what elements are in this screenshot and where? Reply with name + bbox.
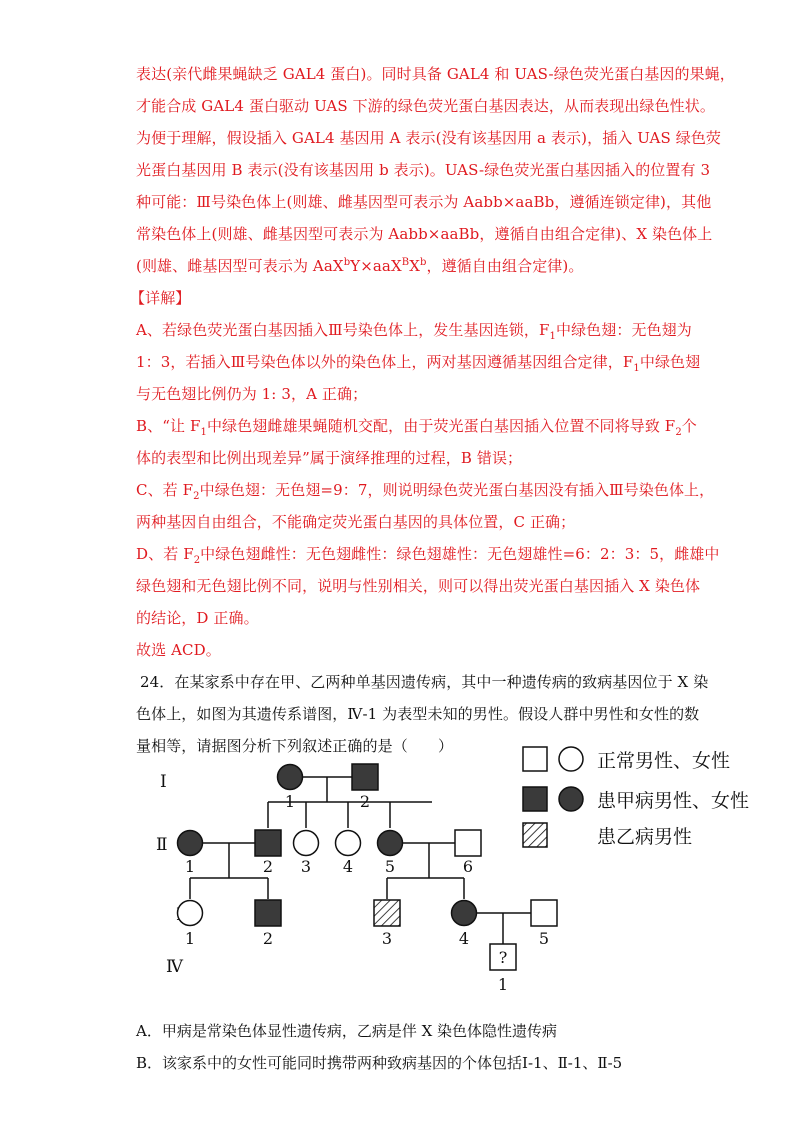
label-II-3: 3 [300,857,312,876]
explanation-line-1: 表达(亲代雌果蝇缺乏 GAL4 蛋白)。同时具备 GAL4 和 UAS-绿色荧光蛋白基因的果蝇， [136,65,735,83]
legend-normal-label: 正常男性、女性 [597,750,731,772]
explanation-d-line-1: D、若 $F_2$中绿色翅雌性：无色翅雌性：绿色翅雄性：无色翅雄性=6：2：3：5，雌雄中 [136,545,720,566]
explanation-line-5: 种可能：Ⅲ号染色体上(则雄、雌基因型可表示为 Aabb×aaBb，遵循连锁定律)，其他 [136,193,712,211]
explanation-a-line-1: A、若绿色荧光蛋白基因插入Ⅲ号染色体上，发生基因连锁，$F_1$中绿色翅：无色翅为 [136,321,692,342]
explanation-line-2: 才能合成 GAL4 蛋白驱动 UAS 下游的绿色荧光蛋白基因表达，从而表现出绿色性状。 [136,97,715,115]
label-III-1: 1 [184,929,196,948]
label-I-1: 1 [284,792,296,811]
question-line-2: 色体上，如图为其遗传系谱图，Ⅳ-1 为表型未知的男性。假设人群中男性和女性的数 [136,705,700,723]
label-II-6: 6 [462,857,474,876]
gen-label-1: Ⅰ [160,772,167,792]
explanation-b-line-2: 体的表型和比例出现差异”属于演绎推理的过程，B 错误； [136,449,523,467]
pedigree-legend [523,747,749,848]
answer-line: 故选 ACD。 [136,641,221,659]
explanation-d-line-3: 的结论，D 正确。 [136,609,259,627]
label-II-2: 2 [262,857,274,876]
label-III-4: 4 [458,929,470,948]
legend-disease-a-female-symbol [559,787,583,811]
option-a: A．甲病是常染色体显性遗传病，乙病是伴 X 染色体隐性遗传病 [136,1022,558,1040]
explanation-c-line-2: 两种基因自由组合，不能确定荧光蛋白基因的具体位置，C 正确； [136,513,576,531]
legend-normal-female-symbol [559,747,583,771]
gen-label-4: Ⅳ [166,957,183,977]
question-line-1: 24．在某家系中存在甲、乙两种单基因遗传病，其中一种遗传病的致病基因位于 X 染 [140,673,709,691]
explanation-a-line-3: 与无色翅比例仍为 1: 3，A 正确； [136,385,368,403]
individual-II-2 [255,830,281,856]
label-III-3: 3 [381,929,393,948]
explanation-b-line-1: B、“让 $F_1$中绿色翅雌雄果蝇随机交配，由于荧光蛋白基因插入位置不同将导致 $F_2$个 [136,417,697,438]
individual-III-3 [374,900,400,926]
legend-normal-male-symbol [523,747,547,771]
individual-III-5 [531,900,557,926]
label-II-5: 5 [384,857,396,876]
explanation-genotype-line: (则雄、雌基因型可表示为 $AaX^bY\times aaX^BX^b$，遵循自由组合定律)。 [136,257,584,275]
individual-I-1 [278,765,303,790]
label-I-2: 2 [359,792,371,811]
explanation-line-3: 为便于理解，假设插入 GAL4 基因用 A 表示(没有该基因用 a 表示)，插入 UAS 绿色荧 [136,129,722,147]
unknown-phenotype-mark: ? [498,948,508,967]
individual-II-3 [294,831,319,856]
legend-disease-a-male-symbol [523,787,547,811]
individual-I-2 [352,764,378,790]
explanation-line-6: 常染色体上(则雄、雌基因型可表示为 Aabb×aaBb，遵循自由组合定律)、X 染色体上 [136,225,713,243]
legend-disease-a-label: 患甲病男性、女性 [597,790,750,812]
option-b: B．该家系中的女性可能同时携带两种致病基因的个体包括Ⅰ-1、Ⅱ-1、Ⅱ-5 [136,1054,623,1072]
question-line-3: 量相等，请据图分析下列叙述正确的是（ ） [136,737,454,755]
individual-III-2 [255,900,281,926]
detail-heading: 【详解】 [130,289,191,307]
label-II-4: 4 [342,857,354,876]
individual-II-6 [455,830,481,856]
individual-III-4 [452,901,477,926]
explanation-c-line-1: C、若 $F_2$中绿色翅：无色翅=9：7，则说明绿色荧光蛋白基因没有插入Ⅲ号染色体上， [136,481,715,502]
individual-III-1 [178,901,203,926]
pedigree-diagram [0,735,800,1015]
explanation-line-4: 光蛋白基因用 B 表示(没有该基因用 b 表示)。UAS-绿色荧光蛋白基因插入的位置有 3 [136,161,711,179]
explanation-a-line-2: 1：3，若插入Ⅲ号染色体以外的染色体上，两对基因遵循基因组合定律，$F_1$中绿色翅 [136,353,701,374]
individual-II-4 [336,831,361,856]
gen-label-2: Ⅱ [156,835,168,855]
label-II-1: 1 [184,857,196,876]
label-III-2: 2 [262,929,274,948]
individual-II-5 [378,831,403,856]
legend-disease-b-male-symbol [523,823,547,847]
label-IV-1: 1 [497,975,509,994]
individual-II-1 [178,831,203,856]
explanation-d-line-2: 绿色翅和无色翅比例不同，说明与性别相关，则可以得出荧光蛋白基因插入 X 染色体 [136,577,701,595]
legend-disease-b-label: 患乙病男性 [597,826,693,848]
label-III-5: 5 [538,929,550,948]
